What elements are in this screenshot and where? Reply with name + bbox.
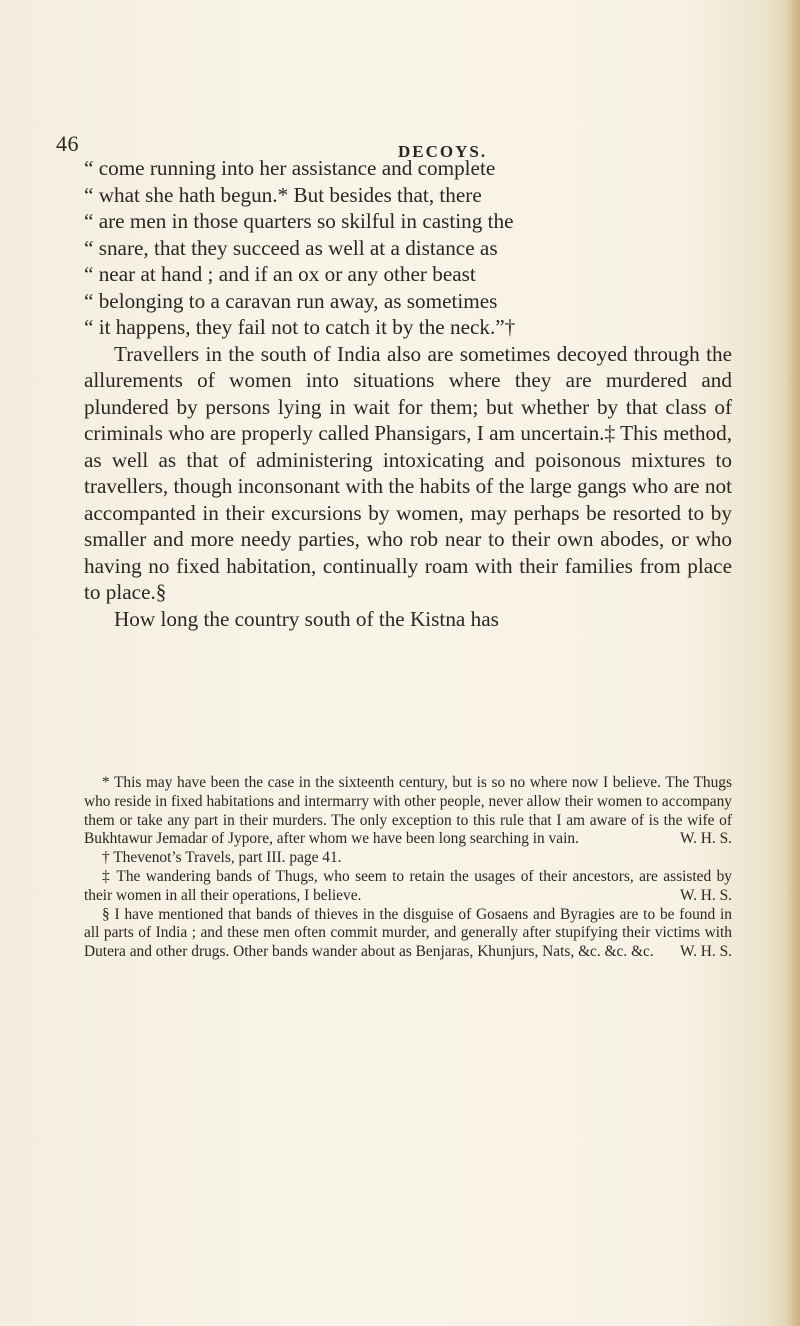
quote-line: “ belonging to a caravan run away, as sometimes [84, 288, 498, 313]
paragraph: Travellers in the south of India also are sometimes decoyed through the allurements of women into situations where they are murdered and plundered by persons lying in wait for them; but whether by that class of criminals who are properly called Phansigars, I am uncertain.‡ This method, as well as that of administering intoxicating and poisonous mixtures to travellers, though inconsonant with the habits of the large gangs who are not accompanted in their excursions by women, may perhaps be resorted to by smaller and more needy parties, who rob near to their own abodes, or who having no fixed habitation, continually roam with their families from place to place.§ [84, 341, 732, 604]
page-gutter-shadow [786, 0, 800, 1326]
footnote-text: ‡ The wandering bands of Thugs, who seem to retain the usages of their ancestors, are assisted by their women in all their operations, I believe. [84, 867, 732, 904]
quote-line: “ are men in those quarters so skilful in casting the [84, 209, 514, 233]
footnote [84, 849, 732, 868]
page-number: 46 [56, 131, 79, 156]
quote-line: “ it happens, they fail not to catch it by the neck.”† [84, 315, 516, 339]
quote-line: “ near at hand ; and if an ox or any other beast [84, 262, 476, 286]
footnote-text: † Thevenot’s Travels, part III. page 41. [102, 849, 342, 867]
paragraph: How long the country south of the Kistna has [114, 606, 499, 631]
footnote-signature: W. H. S. [679, 886, 732, 904]
quote-line: “ come running into her assistance and complete [84, 156, 496, 180]
footnote-text: § I have mentioned that bands of thieves in the disguise of Gosaens and Byragies are to be found in all parts of India ; and these men often commit murder, and generally after stupifying their victims with Dutera and other drugs. Other bands wander about as Benjaras, Khunjurs, Nats, &c. &c. &c. [84, 905, 732, 961]
footnote [84, 774, 732, 849]
footnote-signature: W. H. S. [679, 830, 732, 848]
footnote [84, 868, 732, 906]
quote-line: “ snare, that they succeed as well at a distance as [84, 235, 498, 260]
main-text [84, 155, 732, 632]
footnote [84, 906, 732, 962]
footnotes [84, 774, 732, 962]
quote-line: “ what she hath begun.* But besides that, there [84, 182, 482, 207]
footnote-signature: W. H. S. [679, 943, 732, 961]
running-title: DECOYS. [398, 142, 488, 161]
footnote-text: * This may have been the case in the sixteenth century, but is so no where now I believe. The Thugs who reside in fixed habitations and intermarry with other people, never allow their women to accompany them or take any part in their murders. The only exception to this rule that I am aware of is the wife of Bukhtawur Jemadar of Jypore, after whom we have been long searching in vain. [84, 774, 732, 848]
